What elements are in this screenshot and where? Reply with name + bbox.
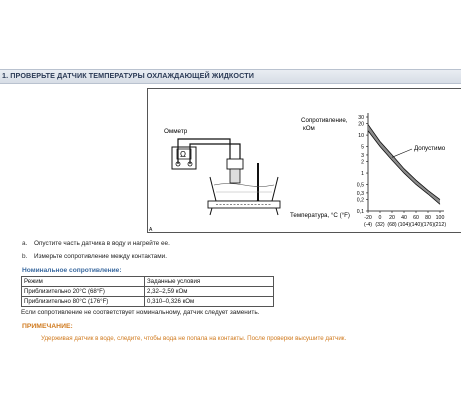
x-tick-label-f: (32) <box>375 222 385 228</box>
allowed-label: Допустимо <box>414 145 446 152</box>
illustration-frame <box>147 88 461 233</box>
x-tick-label: 100 <box>435 215 445 221</box>
step-b-marker: b. <box>22 253 28 260</box>
water-container <box>210 177 278 201</box>
resistance-axis-label-1: Сопротивление, <box>301 117 348 124</box>
resistance-axis-label-2: кОм <box>303 125 315 132</box>
tolerance-band <box>368 125 440 205</box>
temperature-axis-label: Температура, °C (°F) <box>290 212 350 219</box>
ohmmeter-label: Омметр <box>164 128 188 135</box>
ohm-symbol: Ω <box>180 150 186 159</box>
annotation-leader <box>392 149 412 157</box>
x-tick-label: -20 <box>364 215 372 221</box>
x-tick-label: 20 <box>389 215 395 221</box>
sensor-test-illustration <box>148 89 461 234</box>
y-tick-label: 2 <box>361 159 364 166</box>
table-header-cell: Заданные условия <box>145 277 274 287</box>
y-tick-label: 3 <box>361 152 364 159</box>
x-tick-label-f: (-4) <box>363 222 373 228</box>
step-a-marker: a. <box>22 240 28 247</box>
attention-title: ПРИМЕЧАНИЕ: <box>22 323 73 330</box>
x-tick-label: 0 <box>378 215 382 221</box>
y-tick-label: 0,3 <box>356 190 364 197</box>
table-cell: Приблизительно 80°C (176°F) <box>22 297 145 307</box>
y-tick-label: 0,5 <box>356 182 364 189</box>
corner-mark: A <box>149 227 153 233</box>
water-surface <box>214 184 274 187</box>
step-a <box>22 240 170 247</box>
attention-text: Удерживая датчик в воде, следите, чтобы вода не попала на контакты. После проверки высушите датчик. <box>41 335 347 342</box>
section-header <box>0 69 461 84</box>
table-cell: Приблизительно 20°C (68°F) <box>22 287 145 297</box>
sensor-connector <box>227 159 243 169</box>
y-tick-label: 0,1 <box>356 209 364 215</box>
step-b <box>22 253 167 260</box>
nominal-resistance-table <box>21 276 274 307</box>
table-row <box>22 287 274 297</box>
step-a-text: Опустите часть датчика в воду и нагрейте ее. <box>34 240 170 247</box>
y-tick-label: 20 <box>358 121 364 128</box>
y-tick-label: 10 <box>358 133 364 140</box>
y-tick-label: 1 <box>361 171 364 178</box>
x-tick-label: 80 <box>425 215 431 221</box>
upper-curve <box>368 125 440 200</box>
table-header-cell: Режим <box>22 277 145 287</box>
y-tick-label: 0,2 <box>356 197 364 204</box>
section-title: 1. ПРОВЕРЬТЕ ДАТЧИК ТЕМПЕРАТУРЫ ОХЛАЖДАЮЩЕЙ ЖИДКОСТИ <box>2 71 254 80</box>
x-tick-label-f: (176) <box>421 222 435 228</box>
x-tick-label-f: (140) <box>409 222 423 228</box>
x-tick-label-f: (68) <box>387 222 397 228</box>
table-cell: 0,310–0,326 кОм <box>145 297 274 307</box>
x-tick-label: 40 <box>401 215 407 221</box>
resistance-chart <box>357 113 447 228</box>
nominal-title: Номинальное сопротивление: <box>22 267 122 274</box>
x-tick-label: 60 <box>413 215 419 221</box>
table-header-row <box>22 277 274 287</box>
y-tick-label: 5 <box>361 144 364 151</box>
step-b-text: Измерьте сопротивление между контактами. <box>34 253 167 260</box>
y-tick-label: 30 <box>358 115 364 121</box>
replacement-note: Если сопротивление не соответствует номинальному, датчик следует заменить. <box>21 309 260 316</box>
coolant-temp-sensor <box>230 169 240 183</box>
x-tick-label-f: (104) <box>397 222 411 228</box>
table-cell: 2,32–2,59 кОм <box>145 287 274 297</box>
x-tick-label-f: (212) <box>433 222 447 228</box>
table-row <box>22 297 274 307</box>
